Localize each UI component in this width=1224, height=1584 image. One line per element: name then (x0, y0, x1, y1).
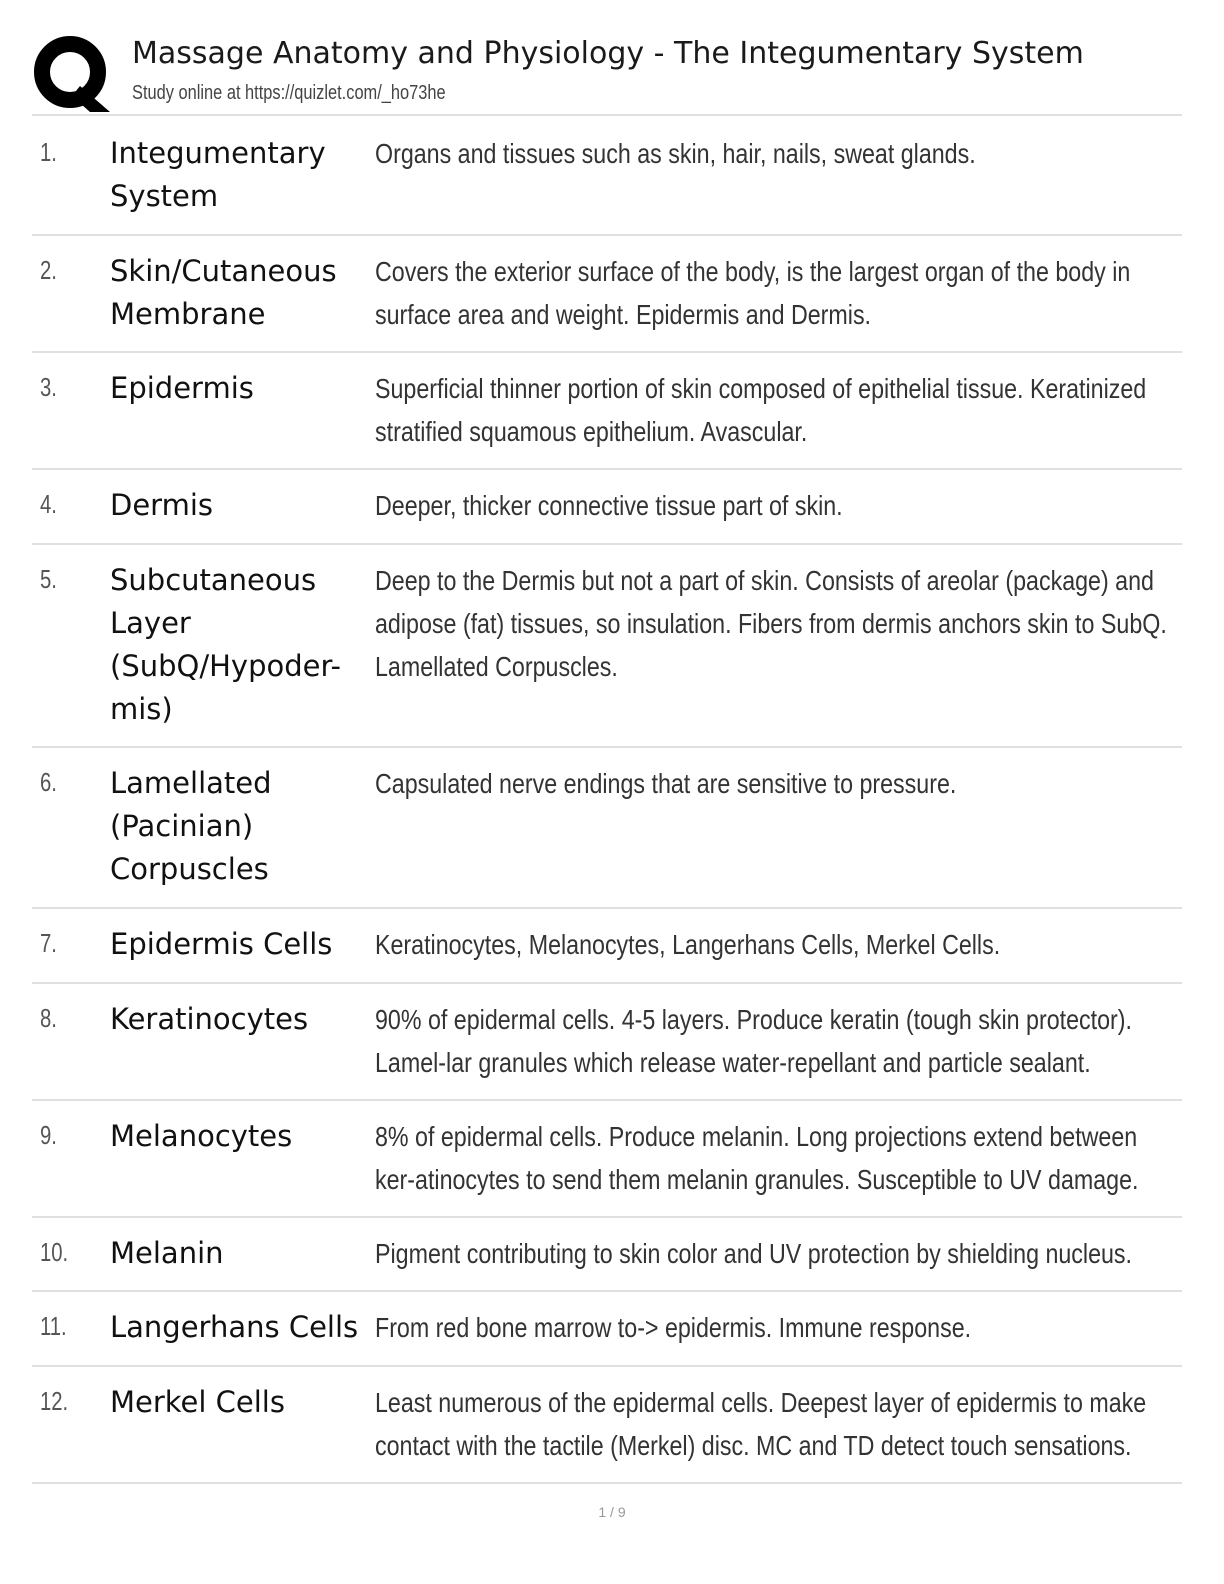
card-definition: From red bone marrow to-> epidermis. Immune response. (375, 1312, 972, 1343)
card-number: 8. (40, 1003, 57, 1033)
flashcard-row (32, 1367, 1182, 1484)
card-term: Melanin (110, 1236, 224, 1270)
card-number: 6. (40, 767, 57, 797)
page-number: 1 / 9 (598, 1504, 626, 1520)
card-definition: Keratinocytes, Melanocytes, Langerhans Cells, Merkel Cells. (375, 929, 1001, 960)
card-definition: Superficial thinner portion of skin composed of epithelial tissue. Keratinized stratified squamous epithelium. Avascular. (375, 373, 1147, 447)
card-term: Integumentary System (110, 136, 326, 213)
page-header (32, 30, 1182, 116)
card-term: Subcutaneous Layer (SubQ/Hypoder-mis) (110, 563, 342, 726)
card-term: Merkel Cells (110, 1385, 285, 1419)
flashcard-row (32, 470, 1182, 545)
card-definition: Pigment contributing to skin color and UV protection by shielding nucleus. (375, 1238, 1133, 1269)
card-term: Keratinocytes (110, 1002, 309, 1036)
card-term: Epidermis Cells (110, 927, 333, 961)
card-definition: 8% of epidermal cells. Produce melanin. Long projections extend between ker-atinocytes to send them melanin granules. Susceptible to UV damage. (375, 1121, 1139, 1195)
header-divider (32, 114, 1182, 116)
card-term: Epidermis (110, 371, 254, 405)
card-term: Langerhans Cells (110, 1310, 359, 1344)
flashcard-row (32, 909, 1182, 984)
flashcard-row (32, 118, 1182, 236)
card-definition: 90% of epidermal cells. 4-5 layers. Produce keratin (tough skin protector). Lamel-lar granules which release water-repellant and particle sealant. (375, 1004, 1132, 1078)
card-number: 10. (40, 1237, 69, 1267)
card-term: Dermis (110, 488, 214, 522)
flashcard-row (32, 545, 1182, 748)
card-number: 4. (40, 489, 57, 519)
flashcard-row (32, 984, 1182, 1101)
card-definition: Deeper, thicker connective tissue part of skin. (375, 490, 843, 521)
card-number: 5. (40, 564, 57, 594)
study-link[interactable]: Study online at https://quizlet.com/_ho73he (132, 82, 446, 104)
card-number: 12. (40, 1386, 69, 1416)
page-title: Massage Anatomy and Physiology - The Integumentary System (132, 36, 1084, 71)
flashcard-row (32, 1101, 1182, 1218)
card-number: 3. (40, 372, 57, 402)
flashcard-row (32, 1292, 1182, 1367)
card-definition: Capsulated nerve endings that are sensitive to pressure. (375, 768, 957, 799)
flashcard-row (32, 748, 1182, 909)
card-term: Melanocytes (110, 1119, 293, 1153)
flashcard-list (32, 118, 1182, 1484)
card-definition: Deep to the Dermis but not a part of skin. Consists of areolar (package) and adipose (fat) tissues, so insulation. Fibers from dermis anchors skin to SubQ. Lamellated Corpuscles. (375, 565, 1167, 682)
card-term: Skin/Cutaneous Membrane (110, 254, 337, 331)
card-number: 7. (40, 928, 57, 958)
card-definition: Organs and tissues such as skin, hair, nails, sweat glands. (375, 138, 976, 169)
card-number: 9. (40, 1120, 57, 1150)
flashcard-row (32, 1218, 1182, 1292)
quizlet-q-logo-icon (32, 34, 112, 114)
flashcard-row (32, 353, 1182, 470)
flashcard-row (32, 236, 1182, 353)
card-definition: Covers the exterior surface of the body, is the largest organ of the body in surface area and weight. Epidermis and Dermis. (375, 256, 1131, 330)
card-number: 2. (40, 255, 57, 285)
card-number: 1. (40, 137, 57, 167)
card-definition: Least numerous of the epidermal cells. Deepest layer of epidermis to make contact with the tactile (Merkel) disc. MC and TD detect touch sensations. (375, 1387, 1147, 1461)
card-term: Lamellated (Pacinian) Corpuscles (110, 766, 272, 886)
card-number: 11. (40, 1311, 67, 1341)
